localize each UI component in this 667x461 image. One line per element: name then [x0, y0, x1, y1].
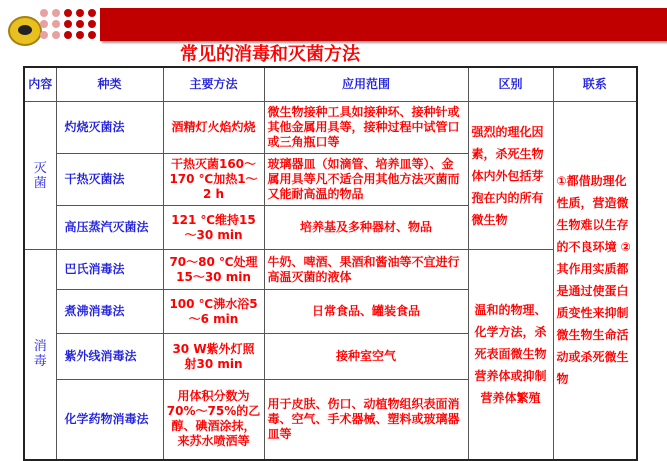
method-cell: 30 W紫外灯照射30 min: [163, 334, 264, 380]
header-content: 内容: [24, 67, 56, 102]
category-sterilization: 灭菌: [24, 102, 56, 250]
relation-cell: ①都借助理化性质，营造微生物难以生存的不良环境 ②其作用实质都是通过使蛋白质变性来抑制微生物生命活动或杀死微生物: [553, 102, 637, 460]
type-cell: 干热灭菌法: [56, 154, 163, 206]
method-cell: 121 ℃维持15～30 min: [163, 206, 264, 250]
header-method: 主要方法: [163, 67, 264, 102]
type-cell: 紫外线消毒法: [56, 334, 163, 380]
type-cell: 巴氏消毒法: [56, 250, 163, 290]
scope-cell: 微生物接种工具如接种环、接种针或其他金属用具等，接种过程中试管口或三角瓶口等: [264, 102, 468, 154]
scope-cell: 培养基及多种器材、物品: [264, 206, 468, 250]
category-disinfection: 消毒: [24, 250, 56, 460]
scope-cell: 牛奶、啤酒、果酒和酱油等不宜进行高温灭菌的液体: [264, 250, 468, 290]
scope-cell: 日常食品、罐装食品: [264, 290, 468, 334]
emblem-icon: [8, 16, 42, 46]
header-row: [24, 67, 637, 102]
type-cell: 化学药物消毒法: [56, 380, 163, 460]
header-scope: 应用范围: [264, 67, 468, 102]
header-difference: 区别: [468, 67, 553, 102]
header-type: 种类: [56, 67, 163, 102]
method-cell: 干热灭菌160～170 ℃加热1～2 h: [163, 154, 264, 206]
type-cell: 煮沸消毒法: [56, 290, 163, 334]
page-title: 常见的消毒和灭菌方法: [180, 44, 360, 65]
logo: [6, 6, 98, 44]
scope-cell: 用于皮肤、伤口、动植物组织表面消毒、空气、手术器械、塑料或玻璃器皿等: [264, 380, 468, 460]
table-row: [24, 250, 637, 290]
dots-decoration: [40, 9, 109, 39]
header-relation: 联系: [553, 67, 637, 102]
method-cell: 用体积分数为70%～75%的乙醇、碘酒涂抹，来苏水喷洒等: [163, 380, 264, 460]
method-cell: 70～80 ℃处理15～30 min: [163, 250, 264, 290]
scope-cell: 接种室空气: [264, 334, 468, 380]
type-cell: 灼烧灭菌法: [56, 102, 163, 154]
scope-cell: 玻璃器皿（如滴管、培养皿等）、金属用具等凡不适合用其他方法灭菌而又能耐高温的物品: [264, 154, 468, 206]
methods-table: [23, 66, 638, 461]
table-row: [24, 102, 637, 154]
difference-disinfection: 温和的物理、化学方法，杀死表面微生物营养体或抑制营养体繁殖: [468, 250, 553, 460]
header-bar: [100, 8, 667, 41]
type-cell: 高压蒸汽灭菌法: [56, 206, 163, 250]
difference-sterilization: 强烈的理化因素，杀死生物体内外包括芽孢在内的所有微生物: [468, 102, 553, 250]
method-cell: 酒精灯火焰灼烧: [163, 102, 264, 154]
method-cell: 100 ℃沸水浴5～6 min: [163, 290, 264, 334]
